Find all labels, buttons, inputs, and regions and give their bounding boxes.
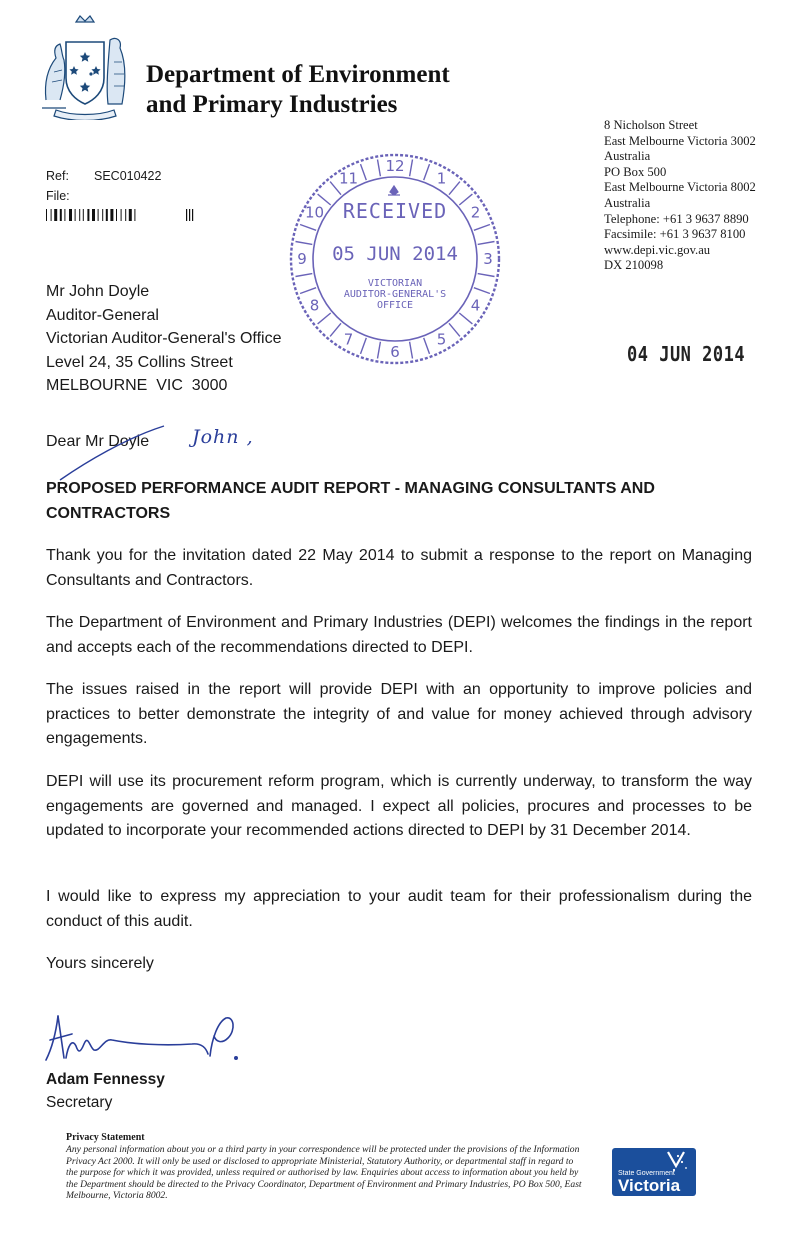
paragraph-welcome: The Department of Environment and Primary Industries (DEPI) welcomes the findings in the report and accepts each of the recommendations directed to DEPI. — [46, 614, 752, 656]
barcode-bar — [92, 209, 95, 221]
barcode-bar — [102, 209, 103, 221]
stamp-ring-tick — [474, 288, 490, 294]
barcode-bar — [106, 209, 108, 221]
barcode-bar — [125, 209, 126, 221]
recipient-office: Victorian Auditor-General's Office — [46, 330, 282, 348]
barcode-bar — [51, 209, 52, 221]
recipient-name: Mr John Doyle — [46, 283, 150, 300]
address-facsimile: Facsimile: +61 3 9637 8100 — [604, 227, 746, 242]
stamp-office-line3: OFFICE — [376, 300, 414, 311]
stamp-hour-number: 12 — [385, 157, 405, 175]
barcode-bar — [186, 209, 187, 221]
letter-date: 04 JUN 2014 — [627, 343, 746, 367]
logo-main-text: Victoria — [618, 1176, 681, 1195]
stamp-ring-tick — [459, 313, 472, 324]
barcode-bar — [87, 209, 89, 221]
paragraph-reform: DEPI will use its procurement reform program, which is currently underway, to transform the way engagements are governed and managed. I expect all policies, procures and processes to be updated to incorporate your recommended actions directed to DEPI by 31 December 2014. — [46, 773, 752, 840]
barcode-bar — [110, 209, 113, 221]
barcode-bar — [64, 209, 65, 221]
stamp-office-line1: VICTORIAN — [367, 278, 423, 289]
barcode-bar — [46, 209, 47, 221]
barcode-bar — [60, 209, 62, 221]
stamp-ring-tick — [424, 338, 430, 354]
stamp-hour-number: 5 — [436, 330, 447, 349]
barcode — [46, 209, 196, 221]
stamp-ring-tick — [410, 342, 413, 359]
stamp-ring-tick — [449, 182, 460, 195]
stamp-ring-tick — [330, 323, 341, 336]
address-website: www.depi.vic.gov.au — [604, 242, 711, 257]
stamp-ring-tick — [378, 342, 381, 359]
handwritten-firstname: John , — [192, 426, 254, 448]
stamp-ring-tick — [449, 323, 460, 336]
letter-subject: PROPOSED PERFORMANCE AUDIT REPORT - MANAGING CONSULTANTS AND CONTRACTORS — [46, 480, 655, 522]
stamp-hour-number: 6 — [390, 343, 400, 361]
stamp-ring-tick — [300, 288, 316, 294]
recipient-title: Auditor-General — [46, 306, 159, 324]
recipient-address — [46, 280, 281, 398]
barcode-bar — [98, 209, 99, 221]
stamp-hour-number: 8 — [309, 296, 320, 315]
barcode-bar — [192, 209, 193, 221]
received-stamp — [284, 148, 506, 370]
barcode-bar — [189, 209, 190, 221]
stamp-hour-number: 10 — [304, 203, 325, 222]
victoria-coat-of-arms-icon — [36, 12, 134, 120]
logo-small-text: State Government — [618, 1170, 675, 1177]
department-name — [146, 60, 566, 120]
victoria-state-government-logo — [612, 1148, 696, 1196]
barcode-bar — [121, 209, 122, 221]
handwritten-signature — [42, 1008, 252, 1068]
stamp-ring-tick — [378, 160, 381, 177]
barcode-bar — [54, 209, 57, 221]
stamp-date: 05 JUN 2014 — [332, 243, 458, 265]
barcode-bar — [129, 209, 132, 221]
salutation: Dear Mr Doyle — [46, 433, 150, 450]
barcode-bar — [75, 209, 76, 221]
ref-label: Ref: — [46, 169, 69, 183]
address-street: 8 Nicholson Street — [604, 118, 698, 132]
stamp-ring-tick — [296, 274, 313, 277]
stamp-hour-number: 7 — [343, 330, 354, 349]
stamp-ring-tick — [478, 242, 495, 245]
barcode-bar — [134, 209, 135, 221]
reference-block — [46, 166, 161, 206]
file-label: File: — [46, 189, 70, 203]
department-name-line2: and Primary Industries — [146, 91, 398, 118]
stamp-ring-tick — [424, 164, 430, 180]
closing: Yours sincerely — [46, 955, 154, 972]
paragraph-issues: The issues raised in the report will provide DEPI with an opportunity to improve policies and practices to better demonstrate the integrity of and value for money achieved through advisory engagements. — [46, 681, 752, 748]
stamp-hour-number: 9 — [297, 250, 307, 268]
paragraph-invitation: Thank you for the invitation dated 22 May 2014 to submit a response to the report on Managing Consultants and Contractors. — [46, 547, 752, 589]
paragraph-appreciation: I would like to express my appreciation to your audit team for their professionalism during the conduct of this audit. — [46, 888, 752, 930]
barcode-bar — [83, 209, 84, 221]
address-telephone: Telephone: +61 3 9637 8890 — [604, 211, 749, 226]
address-po-box: PO Box 500 — [604, 164, 667, 179]
stamp-ring-tick — [478, 274, 495, 277]
address-po-country: Australia — [604, 195, 651, 210]
handwritten-strikethrough-mark — [56, 422, 168, 484]
stamp-ring-tick — [474, 225, 490, 231]
stamp-ring-tick — [410, 160, 413, 177]
department-name-line1: Department of Environment — [146, 61, 450, 88]
department-address — [604, 118, 794, 274]
stamp-ring-tick — [361, 338, 367, 354]
stamp-hour-number: 3 — [483, 250, 493, 268]
address-po-suburb: East Melbourne Victoria 8002 — [604, 180, 756, 195]
stamp-ring-tick — [361, 164, 367, 180]
barcode-bar — [116, 209, 117, 221]
recipient-city: MELBOURNE VIC 3000 — [46, 377, 228, 395]
privacy-statement — [66, 1132, 586, 1202]
stamp-hour-number: 2 — [470, 203, 481, 222]
signer-name: Adam Fennessy — [46, 1071, 165, 1088]
privacy-body: Any personal information about you or a third party in your correspondence will be protected under the provisions of the Information Privacy Act 2000. It will only be used or disclosed to appropriate Ministerial, Statutory Authority, or departmental staff in regard to the purpose for which it was provided, unless required or authorised by law. Enquiries about access to information about you held by the Department should be directed to the Privacy Coordinator, Department of Environment and Primary Industries, PO Box 500, East Melbourne, Victoria 8002. — [66, 1144, 582, 1202]
stamp-ring-tick — [300, 225, 316, 231]
barcode-bar — [79, 209, 80, 221]
address-suburb: East Melbourne Victoria 3002 — [604, 133, 756, 148]
stamp-ring-tick — [318, 313, 331, 324]
stamp-received-text: RECEIVED — [342, 199, 448, 223]
stamp-hour-number: 1 — [436, 169, 447, 188]
address-dx: DX 210098 — [604, 258, 664, 273]
stamp-ring-tick — [296, 242, 313, 245]
privacy-title: Privacy Statement — [66, 1132, 145, 1143]
recipient-street: Level 24, 35 Collins Street — [46, 353, 233, 371]
ref-value: SEC010422 — [94, 169, 162, 183]
stamp-office-line2: AUDITOR-GENERAL'S — [343, 289, 447, 300]
signer-title: Secretary — [46, 1094, 113, 1111]
stamp-hour-number: 4 — [470, 296, 481, 315]
stamp-hour-number: 11 — [338, 169, 359, 188]
address-country: Australia — [604, 149, 651, 164]
barcode-bar — [69, 209, 72, 221]
